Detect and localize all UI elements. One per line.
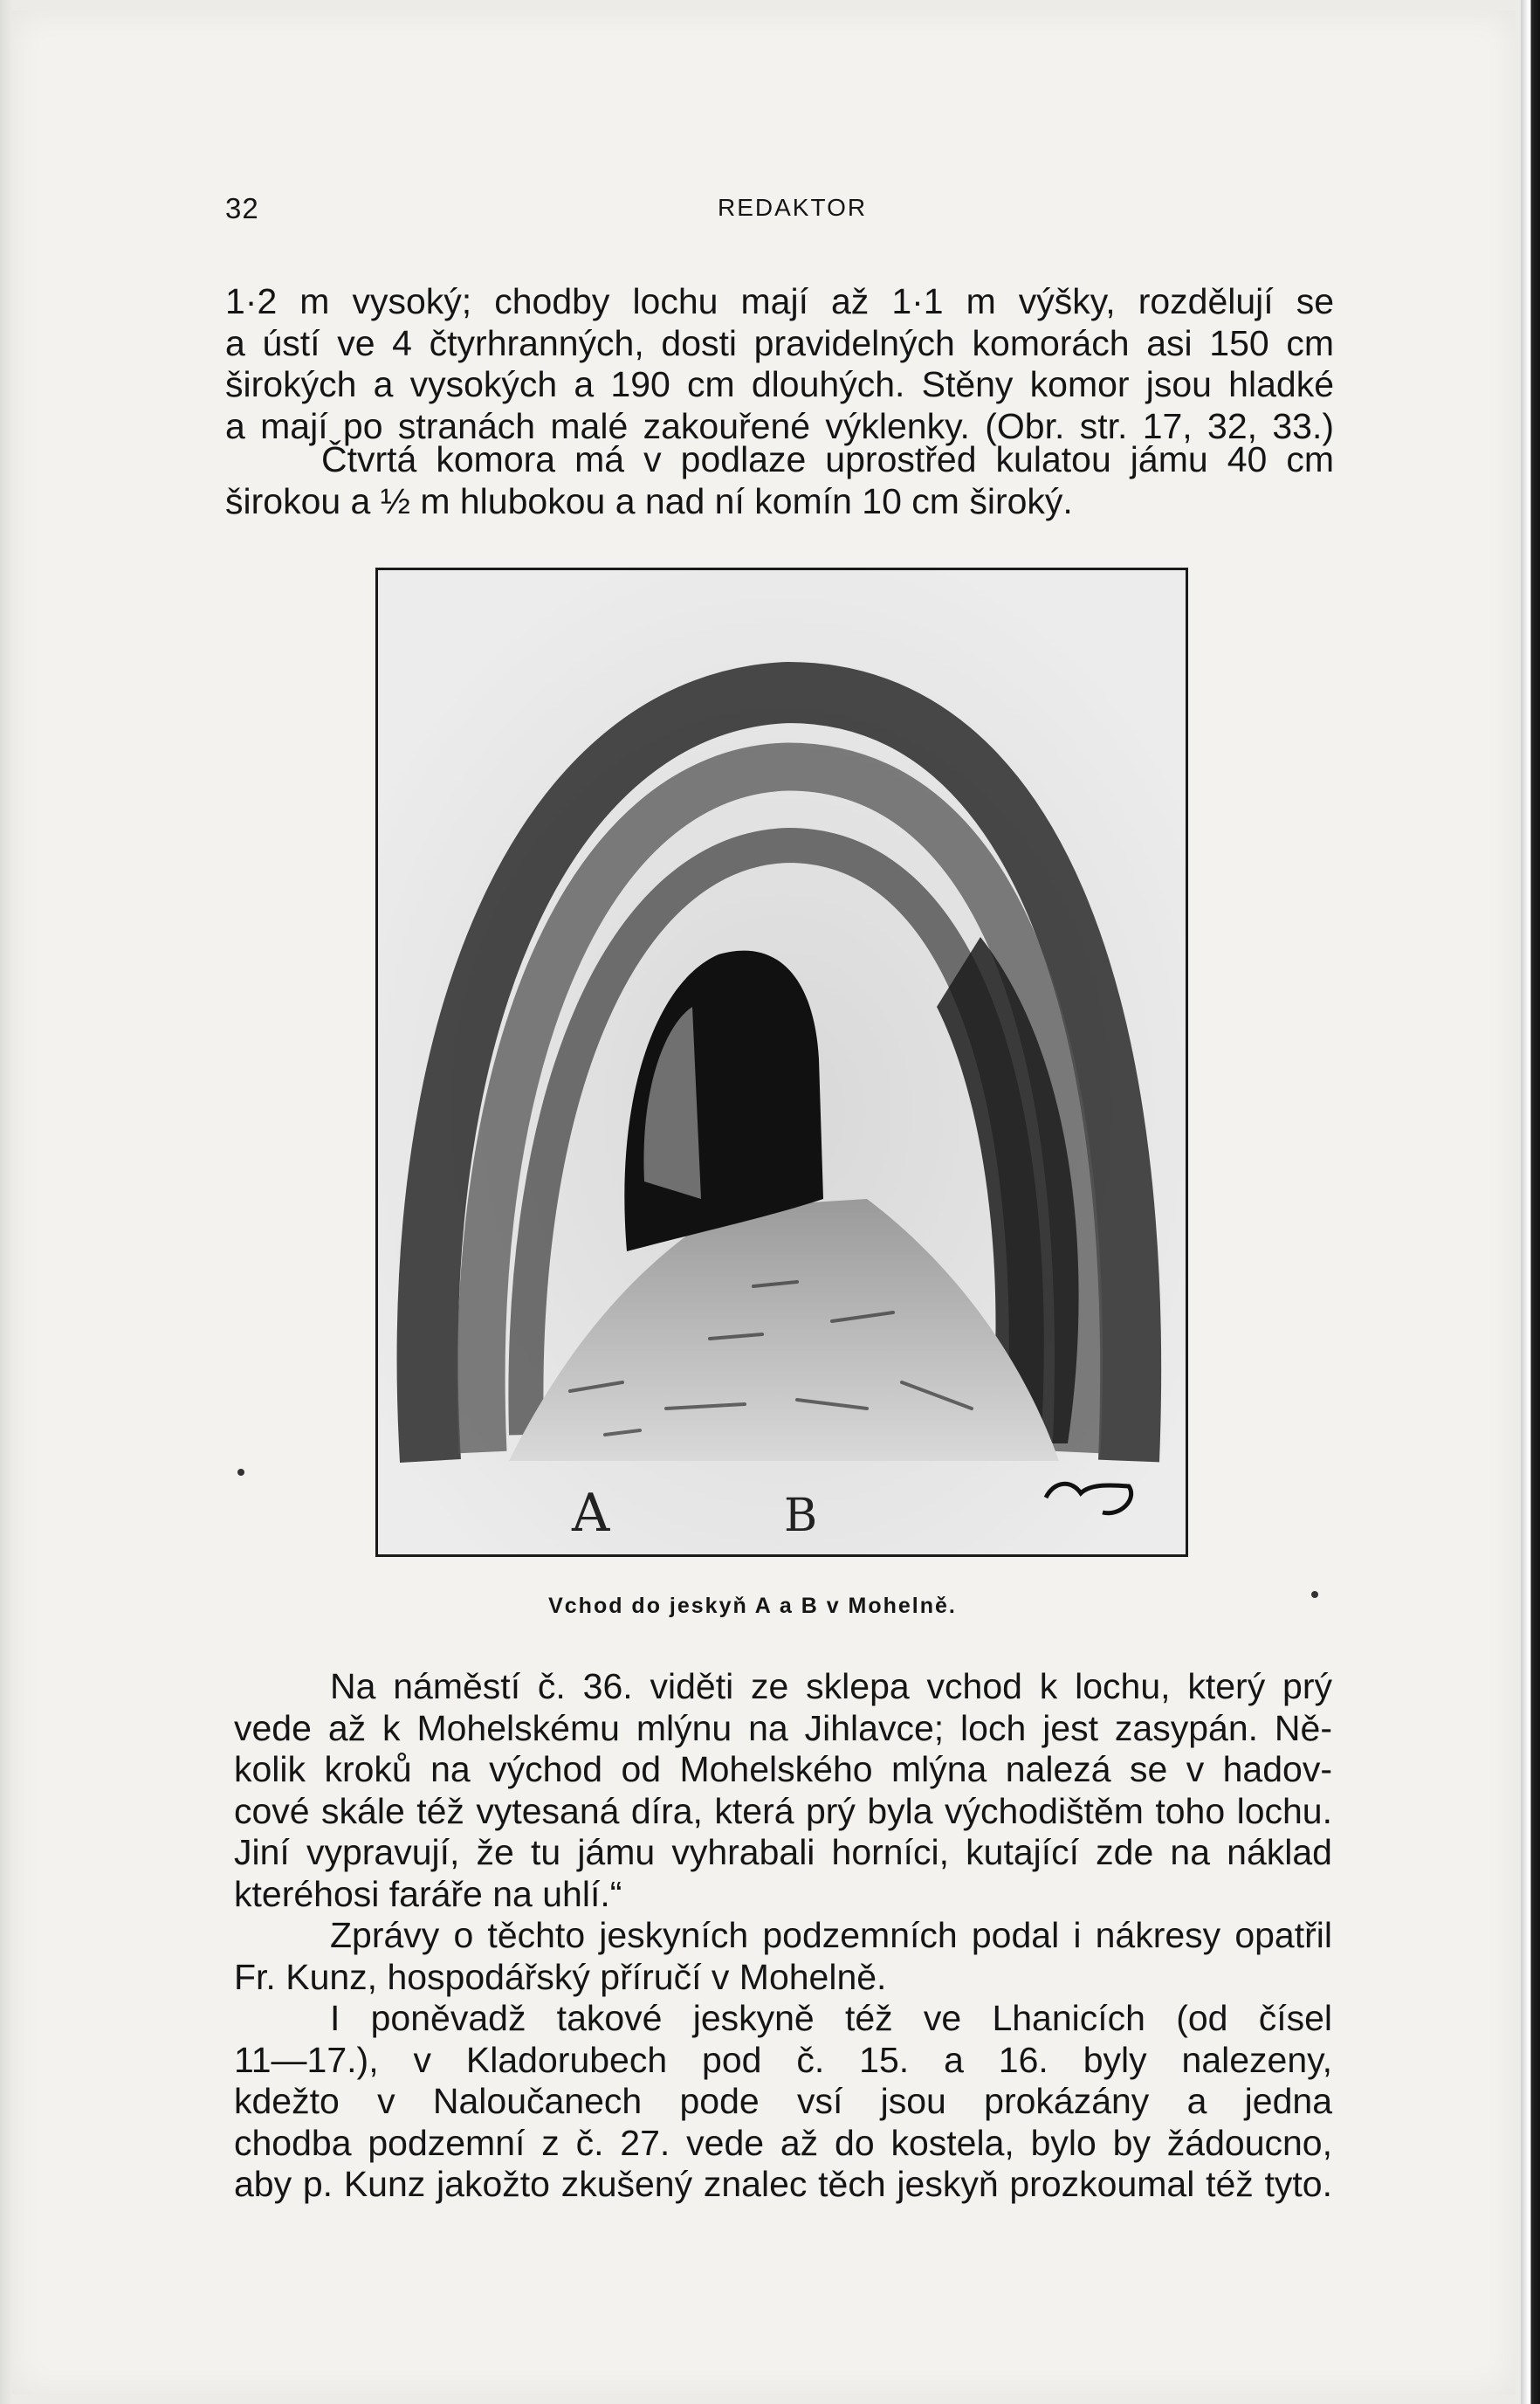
figure-caption	[0, 1594, 1540, 1619]
tunnel-drawing	[378, 570, 1186, 1554]
scan-speck	[1311, 1591, 1318, 1598]
paragraph-2	[225, 439, 1334, 522]
text-line: a ústí ve 4 čtyrhranných, dosti pravidelných komorách asi 150 cm	[225, 322, 1334, 363]
text-line: cové skále též vytesaná díra, která prý byla východištěm toho lochu.	[234, 1790, 1332, 1831]
caption-text: Vchod do jeskyň A a B v Mohelně.	[548, 1594, 957, 1618]
text-line: I poněvadž takové jeskyně též ve Lhanicích (od čísel	[330, 1998, 1332, 2038]
text-line: vede až k Mohelskému mlýnu na Jihlavce; loch jest zasypán. Ně-	[234, 1707, 1332, 1748]
label-b: B	[784, 1490, 818, 1542]
text-line: kolik kroků na východ od Mohelského mlýna nalezá se v hadov-	[234, 1749, 1332, 1789]
text-line: Fr. Kunz, hospodářský příručí v Mohelně.	[234, 1956, 887, 1997]
text-line: 11—17.), v Kladorubech pod č. 15. a 16. byly nalezeny,	[234, 2039, 1332, 2080]
body-text-lower	[234, 1666, 1332, 2206]
text-line: Zprávy o těchto jeskyních podzemních podal i nákresy opatřil	[330, 1915, 1332, 1955]
label-a: A	[572, 1483, 610, 1544]
text-line: Jiní vypravují, že tu jámu vyhrabali horníci, kutající zde na náklad	[234, 1832, 1332, 1872]
page-number: 32	[225, 192, 259, 224]
text-line: kteréhosi faráře na uhlí.“	[234, 1873, 622, 1914]
text-line: širokou a ½ m hlubokou a nad ní komín 10 cm široký.	[225, 480, 1073, 521]
running-title: REDAKTOR	[718, 194, 868, 221]
text-line: kdežto v Naloučanech pode vsí jsou prokázány a jedna	[234, 2081, 1332, 2121]
text-line: a mají po stranách malé zakouřené výklenky. (Obr. str. 17, 32, 33.)	[225, 405, 1334, 446]
scan-speck	[237, 1469, 244, 1476]
scan-left-margin	[0, 0, 12, 2404]
text-line: aby p. Kunz jakožto zkušený znalec těch jeskyň prozkoumal též tyto.	[234, 2164, 1332, 2204]
paragraph-1	[225, 281, 1334, 447]
text-line: širokých a vysokých a 190 cm dlouhých. Stěny komor jsou hladké	[225, 364, 1334, 404]
tunnel-illustration	[375, 568, 1188, 1557]
text-line: Na náměstí č. 36. viděti ze sklepa vchod k lochu, který prý	[330, 1666, 1332, 1706]
scan-right-edge	[1521, 0, 1540, 2404]
text-line: chodba podzemní z č. 27. vede až do kostela, bylo by žádoucno,	[234, 2122, 1332, 2163]
text-line: 1·2 m vysoký; chodby lochu mají až 1·1 m výšky, rozdělují se	[225, 281, 1334, 321]
page-header	[0, 192, 1540, 227]
text-line: Čtvrtá komora má v podlaze uprostřed kulatou jámu 40 cm	[321, 439, 1334, 479]
